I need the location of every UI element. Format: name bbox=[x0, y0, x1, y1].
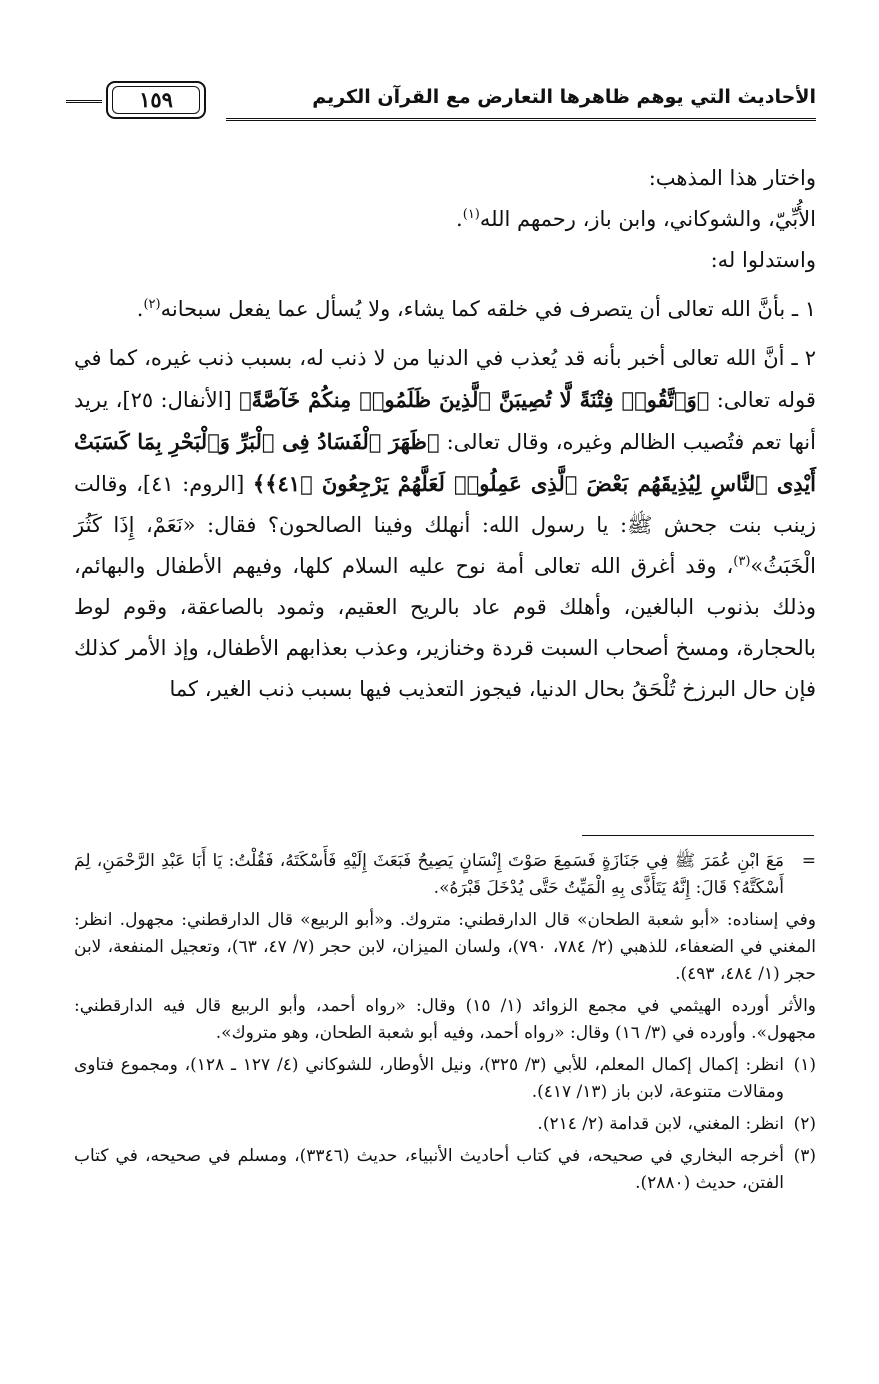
footnote-continuation-2 bbox=[74, 907, 816, 988]
footnote-1-text: انظر: إكمال إكمال المعلم، للأبي (٣/ ٣٢٥)، ونيل الأوطار، للشوكاني (٤/ ١٢٧ ـ ١٢٨)، ومجموع فتاوى ومقالات متنوعة، لابن باز (١٣/ ٤١٧). bbox=[74, 1055, 784, 1102]
p5-text-d: ، وقد أغرق الله تعالى أمة نوح عليه السلام كلها، وفيهم الأطفال والبهائم، وذلك بذنوب البالغين، وأهلك قوم عاد بالريح العقيم، وثمود بالصاعقة، وقوم لوط بالحجارة، ومسخ أصحاب السبت قردة وخنازير، وعذب بعذابهم الأطفال، وإذ الأمر كذلك فإن حال البرزخ تُلْحَقُ بحال الدنيا، فيجوز التعذيب فيها بسبب ذنب الغير، كما bbox=[74, 554, 816, 701]
p1-text: واختار هذا المذهب: bbox=[648, 166, 816, 190]
header-left-rule bbox=[66, 100, 102, 103]
page-number-frame bbox=[106, 81, 206, 119]
paragraph-5 bbox=[74, 338, 816, 710]
footnote-3-text: أخرجه البخاري في صحيحه، في كتاب أحاديث الأنبياء، حديث (٣٣٤٦)، ومسلم في صحيحه، في كتاب الفتن، حديث (٢٨٨٠). bbox=[74, 1146, 784, 1193]
p5-text-a: ٢ ـ أنَّ الله تعالى أخبر بأنه قد يُعذب في الدنيا من لا ذنب له، بسبب ذنب غيره، كما في قوله تعالى: bbox=[74, 346, 816, 412]
footnote-3 bbox=[74, 1143, 816, 1197]
p3-text: واستدلوا له: bbox=[710, 248, 816, 272]
paragraph-2 bbox=[74, 199, 816, 240]
paragraph-1 bbox=[74, 158, 816, 199]
quran-verse-anfal: ﴿وَٱتَّقُوا۟ فِتْنَةً لَّا تُصِيبَنَّ ٱلَّذِينَ ظَلَمُوا۟ مِنكُمْ خَآصَّةً﴾ bbox=[239, 387, 710, 412]
main-text bbox=[74, 158, 816, 710]
footnote-ref-2[interactable]: (٢) bbox=[143, 297, 161, 312]
footnote-separator bbox=[582, 835, 814, 836]
paragraph-3 bbox=[74, 240, 816, 281]
p4-text: ١ ـ بأنَّ الله تعالى أن يتصرف في خلقه كما يشاء، ولا يُسأل عما يفعل سبحانه bbox=[160, 297, 816, 321]
continuation-text-2: وفي إسناده: «أبو شعبة الطحان» قال الدارقطني: متروك. و«أبو الربيع» قال الدارقطني: مجهول. انظر: المغني في الضعفاء، للذهبي (٢/ ٧٨٤، ٧٩٠)، ولسان الميزان، لابن حجر (٧/ ٤٧، ٦٣)، وتعجيل المنفعة، لابن حجر (١/ ٤٨٤، ٤٩٣). bbox=[74, 910, 817, 984]
footnote-1 bbox=[74, 1052, 816, 1106]
p4-end: . bbox=[136, 297, 144, 321]
paragraph-4 bbox=[74, 289, 816, 330]
footnote-continuation bbox=[74, 848, 816, 902]
continuation-text-3: والأثر أورده الهيثمي في مجمع الزوائد (١/ ١٥) وقال: «رواه أحمد، وأبو الربيع قال فيه الدارقطني: مجهول». وأورده في (٣/ ١٦) وقال: «رواه أحمد، وفيه أبو شعبة الطحان، وهو متروك». bbox=[74, 996, 817, 1043]
footnote-2-text: انظر: المغني، لابن قدامة (٢/ ٢١٤). bbox=[537, 1114, 784, 1134]
continuation-mark: = bbox=[801, 851, 816, 871]
header-rule bbox=[226, 118, 816, 121]
footnote-continuation-3 bbox=[74, 993, 816, 1047]
footnotes bbox=[74, 848, 816, 1202]
page-header bbox=[66, 78, 816, 134]
footnote-ref-3[interactable]: (٣) bbox=[733, 554, 751, 569]
footnote-3-mark: (٣) bbox=[793, 1146, 816, 1166]
p2-text: الأُبِّيّ، والشوكاني، وابن باز، رحمهم الله bbox=[479, 207, 816, 231]
p5-text-b: [الأنفال: ٢٥]، يريد أنها تعم فتُصيب الظالم وغيره، وقال تعالى: bbox=[74, 388, 816, 454]
running-title: الأحاديث التي يوهم ظاهرها التعارض مع القرآن الكريم bbox=[312, 86, 816, 108]
p2-end: . bbox=[456, 207, 463, 231]
continuation-text-1: مَعَ ابْنِ عُمَرَ ﷺ فِي جَنَازَةٍ فَسَمِعَ صَوْتَ إِنْسَانٍ يَصِيحُ فَبَعَثَ إِلَيْهِ فَأَسْكَتَهُ، فَقُلْتُ: يَا أَبَا عَبْدِ الرَّحْمَنِ، لِمَ أَسْكَتَّهُ؟ قَالَ: إِنَّهُ يَتَأَذَّى بِهِ الْمَيِّتُ حَتَّى يُدْخَلَ قَبْرَهُ». bbox=[74, 851, 784, 898]
footnote-2 bbox=[74, 1111, 816, 1138]
page-number: ١٥٩ bbox=[112, 86, 200, 114]
p5-text-c: [الروم: ٤١]، وقالت زينب بنت جحش ﷺ: يا رسول الله: أنهلك وفينا الصالحون؟ فقال: «نَعَمْ، إِذَا كَثُرَ الْخَبَثُ» bbox=[74, 472, 816, 578]
footnote-1-mark: (١) bbox=[793, 1055, 816, 1075]
quran-verse-rum: ﴿ظَهَرَ ٱلْفَسَادُ فِى ٱلْبَرِّ وَٱلْبَحْرِ بِمَا كَسَبَتْ أَيْدِى ٱلنَّاسِ لِيُذِيقَهُم بَعْضَ ٱلَّذِى عَمِلُوا۟ لَعَلَّهُمْ يَرْجِعُونَ ﴿٤١﴾﴾ bbox=[74, 429, 816, 496]
footnote-2-mark: (٢) bbox=[793, 1114, 816, 1134]
footnote-ref-1[interactable]: (١) bbox=[462, 207, 480, 222]
